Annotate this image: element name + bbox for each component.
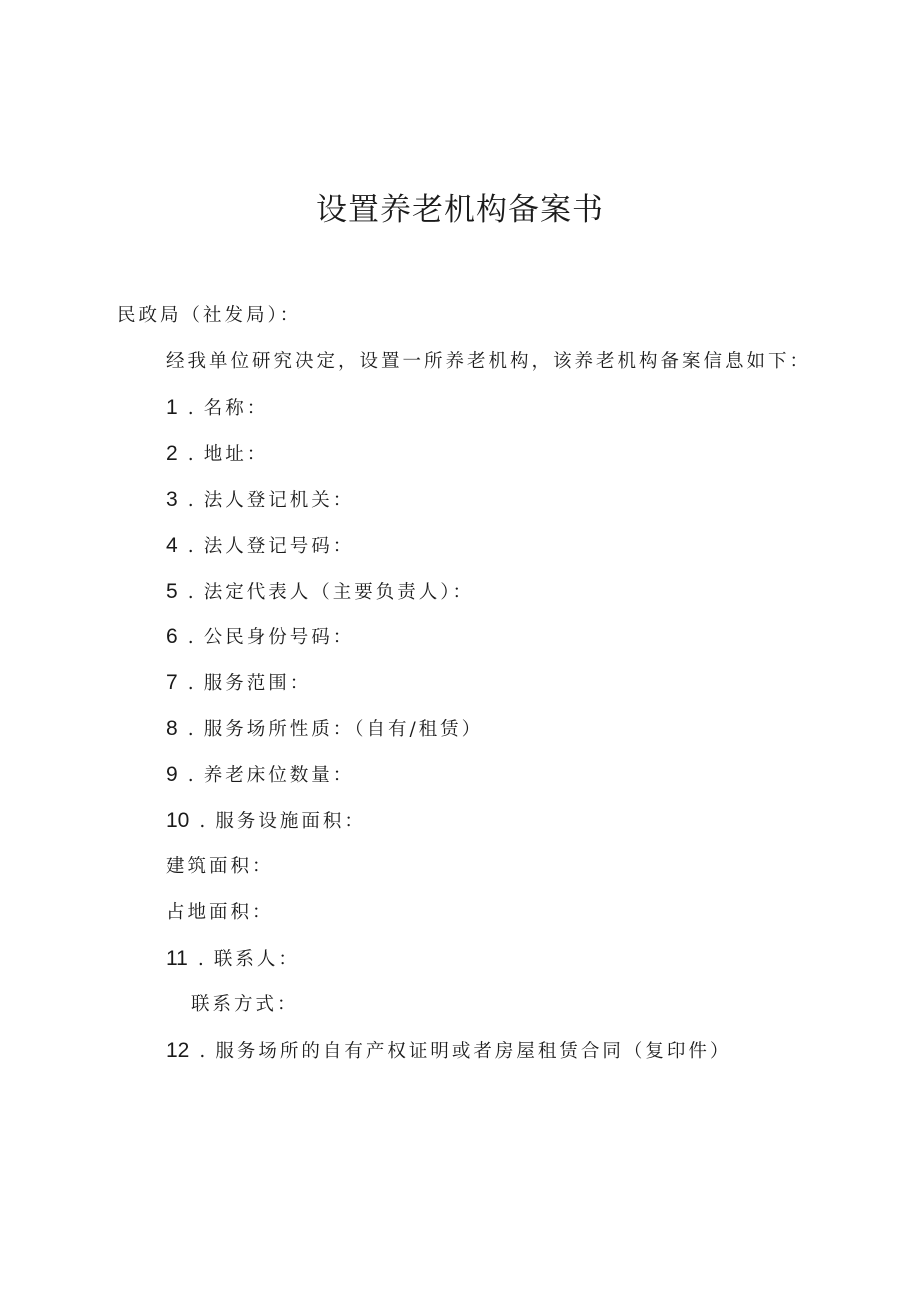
item-number: 3 — [166, 488, 178, 511]
item-number: 2 — [166, 442, 178, 465]
item-text: 法定代表人（主要负责人）： — [203, 582, 474, 603]
item-text: 养老床位数量： — [203, 765, 355, 786]
item-number: 4 — [166, 534, 178, 557]
document-title: 设置养老机构备案书 — [316, 192, 604, 228]
intro-paragraph: 经我单位研究决定，设置一所养老机构，该养老机构备案信息如下： — [166, 351, 812, 372]
list-item-1 — [166, 396, 268, 421]
item-dot: . — [197, 949, 204, 970]
item-dot: . — [187, 444, 194, 465]
list-item-4 — [166, 534, 354, 559]
item-dot: . — [187, 536, 194, 557]
item-text: 法人登记机关： — [203, 490, 355, 511]
item-dot: . — [187, 627, 194, 648]
list-item-12 — [166, 1039, 731, 1064]
list-item-2 — [166, 442, 268, 467]
item-text: 服务场所性质：（自有/租赁） — [203, 719, 484, 740]
item-number: 6 — [166, 625, 178, 648]
item-dot: . — [187, 765, 194, 786]
list-item-3 — [166, 488, 354, 513]
list-item-9 — [166, 763, 354, 788]
item-number: 12 — [166, 1039, 190, 1062]
contact-method-line: 联系方式： — [191, 994, 299, 1015]
item-text: 名称： — [203, 398, 269, 419]
land-area-line: 占地面积： — [166, 902, 274, 923]
item-dot: . — [187, 719, 194, 740]
list-item-7 — [166, 671, 311, 696]
item-text: 法人登记号码： — [203, 536, 355, 557]
item-number: 5 — [166, 580, 178, 603]
item-text: 服务范围： — [203, 673, 312, 694]
item-number: 8 — [166, 717, 178, 740]
item-text: 公民身份号码： — [203, 627, 355, 648]
item-number: 1 — [166, 396, 178, 419]
item-number: 10 — [166, 809, 190, 832]
item-number: 7 — [166, 671, 178, 694]
item-text: 服务场所的自有产权证明或者房屋租赁合同（复印件） — [215, 1041, 732, 1062]
item-dot: . — [187, 398, 194, 419]
item-dot: . — [199, 1041, 206, 1062]
item-dot: . — [187, 582, 194, 603]
item-text: 服务设施面积： — [215, 811, 366, 832]
list-item-5 — [166, 580, 474, 605]
list-item-6 — [166, 625, 354, 650]
item-number: 11 — [166, 947, 188, 970]
item-number: 9 — [166, 763, 178, 786]
building-area-line: 建筑面积： — [166, 856, 274, 877]
item-dot: . — [199, 811, 206, 832]
list-item-11 — [166, 947, 300, 972]
list-item-8 — [166, 717, 483, 742]
item-text: 地址： — [203, 444, 269, 465]
salutation: 民政局（社发局）： — [117, 305, 302, 326]
item-dot: . — [187, 673, 194, 694]
item-dot: . — [187, 490, 194, 511]
list-item-10 — [166, 809, 366, 834]
item-text: 联系人： — [213, 949, 300, 970]
